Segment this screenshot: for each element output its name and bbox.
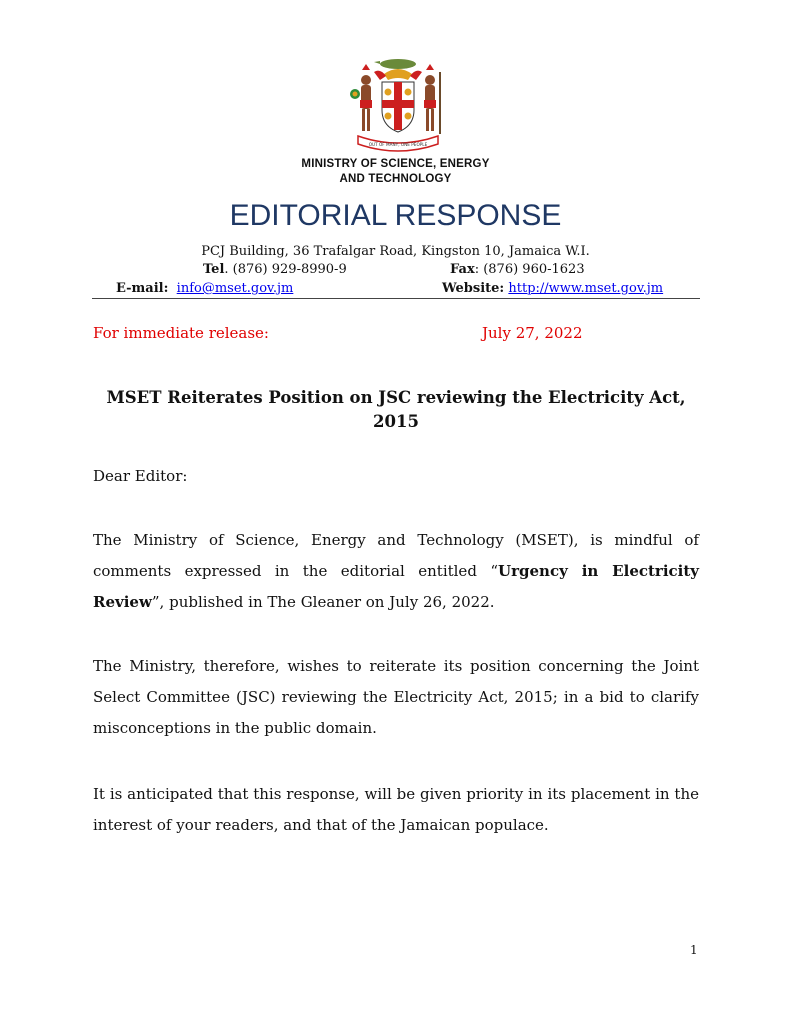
email	[116, 281, 293, 297]
ministry-name-line1: MINISTRY OF SCIENCE, ENERGY	[301, 158, 490, 170]
article-title: MSET Reiterates Position on JSC reviewing the Electricity Act, 2015	[106, 388, 686, 431]
paragraph-3: It is anticipated that this response, will be given priority in its placement in the interest of your readers, and that of the Jamaican populace.	[93, 785, 699, 834]
page-title: EDITORIAL RESPONSE	[229, 199, 562, 232]
address-line: PCJ Building, 36 Trafalgar Road, Kingston 10, Jamaica W.I.	[201, 244, 590, 259]
email-label: E-mail:	[116, 281, 169, 296]
page-number: 1	[690, 943, 698, 957]
ministry-name-line2: AND TECHNOLOGY	[339, 173, 452, 185]
tel-label: Tel	[203, 262, 225, 277]
email-link[interactable]: info@mset.gov.jm	[176, 281, 294, 296]
fax-label: Fax	[450, 262, 475, 277]
tel-value: . (876) 929-8990-9	[224, 262, 347, 277]
svg-text:OUT OF MANY, ONE PEOPLE: OUT OF MANY, ONE PEOPLE	[368, 142, 428, 147]
fax-value: : (876) 960-1623	[474, 262, 585, 277]
jamaica-coat-of-arms-logo	[344, 50, 452, 154]
paragraph-1-end: ”, published in The Gleaner on July 26, 2022.	[151, 593, 495, 611]
header-divider	[92, 298, 700, 299]
paragraph-2: The Ministry, therefore, wishes to reiterate its position concerning the Joint Select Committee (JSC) reviewing the Electricity Act, 2015; in a bid to clarify misconceptions in the public domain.	[93, 657, 699, 737]
website-label: Website:	[442, 281, 505, 296]
website-link[interactable]: http://www.mset.gov.jm	[508, 281, 664, 296]
release-label: For immediate release:	[93, 324, 269, 342]
telephone	[203, 262, 347, 278]
fax	[450, 262, 585, 278]
website	[442, 281, 663, 297]
salutation: Dear Editor:	[93, 467, 188, 485]
release-date: July 27, 2022	[482, 324, 583, 342]
paragraph-1-start: The Ministry of Science, Energy and Technology (MSET), is mindful of comments expressed in the editorial entitled “	[93, 531, 699, 580]
paragraph-1	[93, 525, 699, 618]
editorial-title-reference: Urgency in Electricity Review	[93, 562, 699, 611]
